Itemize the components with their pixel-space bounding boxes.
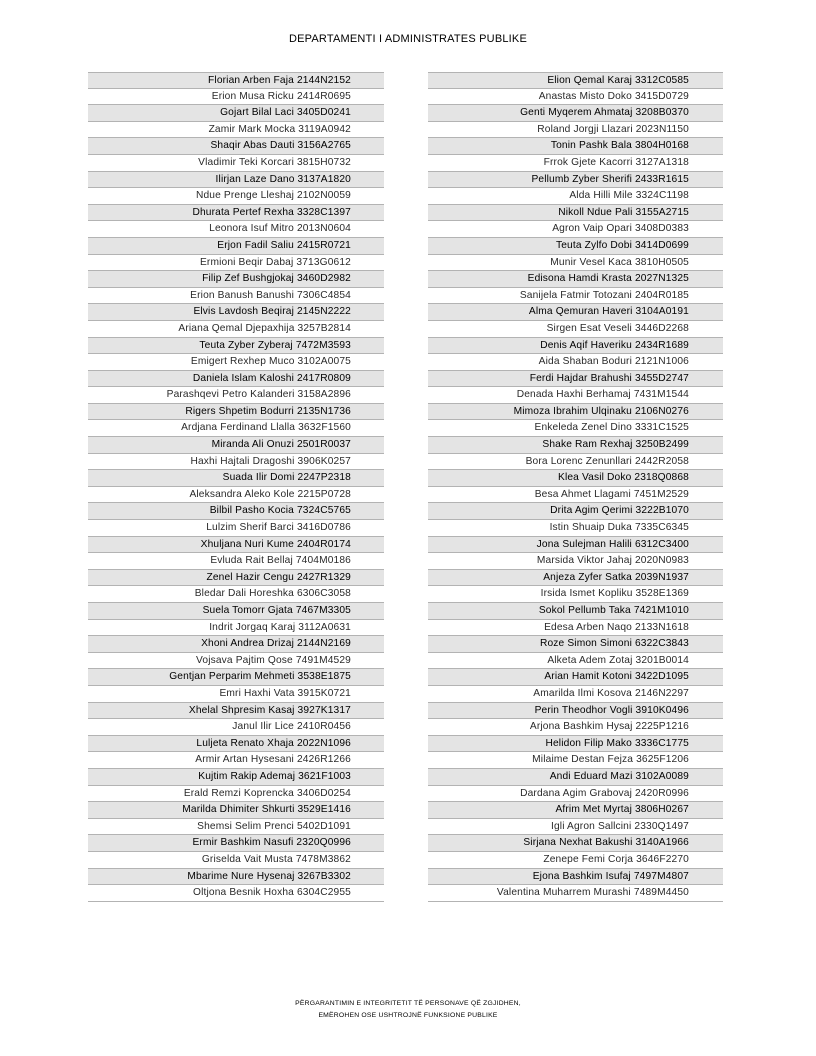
left-list-row: Bilbil Pasho Kocia 7324C5765 <box>88 503 384 520</box>
right-list-row: Elion Qemal Karaj 3312C0585 <box>428 72 723 89</box>
left-name-list <box>88 72 384 902</box>
left-list-row: Zenel Hazir Cengu 2427R1329 <box>88 570 384 587</box>
left-list-row: Shaqir Abas Dauti 3156A2765 <box>88 138 384 155</box>
right-list-row: Sanijela Fatmir Totozani 2404R0185 <box>428 288 723 305</box>
right-list-row: Edesa Arben Naqo 2133N1618 <box>428 620 723 637</box>
left-list-row: Griselda Vait Musta 7478M3862 <box>88 852 384 869</box>
right-list-row: Genti Myqerem Ahmataj 3208B0370 <box>428 105 723 122</box>
right-list-row: Ferdi Hajdar Brahushi 3455D2747 <box>428 371 723 388</box>
footer-line-1: PËRGARANTIMIN E INTEGRITETIT TË PERSONAVE QË ZGJIDHEN, <box>295 1000 521 1007</box>
right-list-row: Mimoza Ibrahim Ulqinaku 2106N0276 <box>428 404 723 421</box>
right-list-row: Enkeleda Zenel Dino 3331C1525 <box>428 420 723 437</box>
left-list-row: Haxhi Hajtali Dragoshi 3906K0257 <box>88 454 384 471</box>
right-list-row: Alda Hilli Mile 3324C1198 <box>428 188 723 205</box>
right-list-row: Istin Shuaip Duka 7335C6345 <box>428 520 723 537</box>
left-list-row: Xhoni Andrea Drizaj 2144N2169 <box>88 636 384 653</box>
left-list-row: Xhelal Shpresim Kasaj 3927K1317 <box>88 703 384 720</box>
right-list-row: Frrok Gjete Kacorri 3127A1318 <box>428 155 723 172</box>
right-list-row: Klea Vasil Doko 2318Q0868 <box>428 470 723 487</box>
right-list-row: Jona Sulejman Halili 6312C3400 <box>428 537 723 554</box>
left-list-row: Ermioni Beqir Dabaj 3713G0612 <box>88 255 384 272</box>
left-list-row: Erjon Fadil Saliu 2415R0721 <box>88 238 384 255</box>
left-list-row: Vladimir Teki Korcari 3815H0732 <box>88 155 384 172</box>
right-list-row: Helidon Filip Mako 3336C1775 <box>428 736 723 753</box>
right-list-row: Andi Eduard Mazi 3102A0089 <box>428 769 723 786</box>
right-list-row: Sokol Pellumb Taka 7421M1010 <box>428 603 723 620</box>
left-list-row: Leonora Isuf Mitro 2013N0604 <box>88 221 384 238</box>
left-list-row: Ardjana Ferdinand Llalla 3632F1560 <box>88 420 384 437</box>
right-list-row: Ejona Bashkim Isufaj 7497M4807 <box>428 869 723 886</box>
left-list-row: Ermir Bashkim Nasufi 2320Q0996 <box>88 835 384 852</box>
left-list-row: Suada Ilir Domi 2247P2318 <box>88 470 384 487</box>
left-list-row: Oltjona Besnik Hoxha 6304C2955 <box>88 885 384 902</box>
left-list-row: Gojart Bilal Laci 3405D0241 <box>88 105 384 122</box>
right-list-row: Agron Vaip Opari 3408D0383 <box>428 221 723 238</box>
left-list-row: Armir Artan Hysesani 2426R1266 <box>88 752 384 769</box>
left-list-row: Erald Remzi Koprencka 3406D0254 <box>88 786 384 803</box>
footer-line-2: EMËROHEN OSE USHTROJNË FUNKSIONE PUBLIKE <box>318 1012 498 1019</box>
right-list-row: Tonin Pashk Bala 3804H0168 <box>428 138 723 155</box>
right-list-row: Anjeza Zyfer Satka 2039N1937 <box>428 570 723 587</box>
left-list-row: Bledar Dali Horeshka 6306C3058 <box>88 586 384 603</box>
left-list-row: Indrit Jorgaq Karaj 3112A0631 <box>88 620 384 637</box>
right-name-list <box>428 72 723 902</box>
right-list-row: Pellumb Zyber Sherifi 2433R1615 <box>428 172 723 189</box>
left-list-row: Miranda Ali Onuzi 2501R0037 <box>88 437 384 454</box>
left-list-row: Marilda Dhimiter Shkurti 3529E1416 <box>88 802 384 819</box>
left-list-row: Ndue Prenge Lleshaj 2102N0059 <box>88 188 384 205</box>
left-list-row: Gentjan Perparim Mehmeti 3538E1875 <box>88 669 384 686</box>
left-list-row: Erion Musa Ricku 2414R0695 <box>88 89 384 106</box>
right-list-row: Sirjana Nexhat Bakushi 3140A1966 <box>428 835 723 852</box>
right-list-row: Shake Ram Rexhaj 3250B2499 <box>428 437 723 454</box>
right-list-row: Roland Jorgji Llazari 2023N1150 <box>428 122 723 139</box>
left-list-row: Daniela Islam Kaloshi 2417R0809 <box>88 371 384 388</box>
right-list-row: Aida Shaban Boduri 2121N1006 <box>428 354 723 371</box>
left-list-row: Aleksandra Aleko Kole 2215P0728 <box>88 487 384 504</box>
left-list-row: Erion Banush Banushi 7306C4854 <box>88 288 384 305</box>
right-list-row: Alketa Adem Zotaj 3201B0014 <box>428 653 723 670</box>
left-list-row: Lulzim Sherif Barci 3416D0786 <box>88 520 384 537</box>
right-list-row: Irsida Ismet Kopliku 3528E1369 <box>428 586 723 603</box>
left-list-row: Dhurata Pertef Rexha 3328C1397 <box>88 205 384 222</box>
left-list-row: Zamir Mark Mocka 3119A0942 <box>88 122 384 139</box>
footer <box>0 998 816 1022</box>
right-list-row: Denada Haxhi Berhamaj 7431M1544 <box>428 387 723 404</box>
right-list-row: Drita Agim Qerimi 3222B1070 <box>428 503 723 520</box>
right-list-row: Afrim Met Myrtaj 3806H0267 <box>428 802 723 819</box>
right-list-row: Amarilda Ilmi Kosova 2146N2297 <box>428 686 723 703</box>
right-list-row: Sirgen Esat Veseli 3446D2268 <box>428 321 723 338</box>
right-list-row: Bora Lorenc Zenunllari 2442R2058 <box>428 454 723 471</box>
right-list-row: Perin Theodhor Vogli 3910K0496 <box>428 703 723 720</box>
page-title: DEPARTAMENTI I ADMINISTRATES PUBLIKE <box>288 33 528 45</box>
right-list-row: Igli Agron Sallcini 2330Q1497 <box>428 819 723 836</box>
right-list-row: Anastas Misto Doko 3415D0729 <box>428 89 723 106</box>
left-list-row: Ariana Qemal Djepaxhija 3257B2814 <box>88 321 384 338</box>
left-list-row: Mbarime Nure Hysenaj 3267B3302 <box>88 869 384 886</box>
left-list-row: Ilirjan Laze Dano 3137A1820 <box>88 172 384 189</box>
right-list-row: Arjona Bashkim Hysaj 2225P1216 <box>428 719 723 736</box>
left-list-row: Filip Zef Bushgjokaj 3460D2982 <box>88 271 384 288</box>
left-list-row: Vojsava Pajtim Qose 7491M4529 <box>88 653 384 670</box>
left-list-row: Evluda Rait Bellaj 7404M0186 <box>88 553 384 570</box>
left-list-row: Teuta Zyber Zyberaj 7472M3593 <box>88 338 384 355</box>
right-list-row: Arian Hamit Kotoni 3422D1095 <box>428 669 723 686</box>
right-list-row: Roze Simon Simoni 6322C3843 <box>428 636 723 653</box>
right-list-row: Munir Vesel Kaca 3810H0505 <box>428 255 723 272</box>
left-list-row: Janul Ilir Lice 2410R0456 <box>88 719 384 736</box>
right-list-row: Denis Aqif Haveriku 2434R1689 <box>428 338 723 355</box>
left-list-row: Florian Arben Faja 2144N2152 <box>88 72 384 89</box>
right-list-row: Teuta Zylfo Dobi 3414D0699 <box>428 238 723 255</box>
right-list-row: Milaime Destan Fejza 3625F1206 <box>428 752 723 769</box>
left-list-row: Luljeta Renato Xhaja 2022N1096 <box>88 736 384 753</box>
right-list-row: Zenepe Femi Corja 3646F2270 <box>428 852 723 869</box>
left-list-row: Xhuljana Nuri Kume 2404R0174 <box>88 537 384 554</box>
left-list-row: Emigert Rexhep Muco 3102A0075 <box>88 354 384 371</box>
right-list-row: Besa Ahmet Llagami 7451M2529 <box>428 487 723 504</box>
right-list-row: Alma Qemuran Haveri 3104A0191 <box>428 304 723 321</box>
left-list-row: Elvis Lavdosh Beqiraj 2145N2222 <box>88 304 384 321</box>
left-list-row: Kujtim Rakip Ademaj 3621F1003 <box>88 769 384 786</box>
right-list-row: Dardana Agim Grabovaj 2420R0996 <box>428 786 723 803</box>
right-list-row: Nikoll Ndue Pali 3155A2715 <box>428 205 723 222</box>
left-list-row: Suela Tomorr Gjata 7467M3305 <box>88 603 384 620</box>
right-list-row: Edisona Hamdi Krasta 2027N1325 <box>428 271 723 288</box>
right-list-row: Marsida Viktor Jahaj 2020N0983 <box>428 553 723 570</box>
left-list-row: Parashqevi Petro Kalanderi 3158A2896 <box>88 387 384 404</box>
left-list-row: Rigers Shpetim Bodurri 2135N1736 <box>88 404 384 421</box>
left-list-row: Shemsi Selim Prenci 5402D1091 <box>88 819 384 836</box>
left-list-row: Emri Haxhi Vata 3915K0721 <box>88 686 384 703</box>
right-list-row: Valentina Muharrem Murashi 7489M4450 <box>428 885 723 902</box>
